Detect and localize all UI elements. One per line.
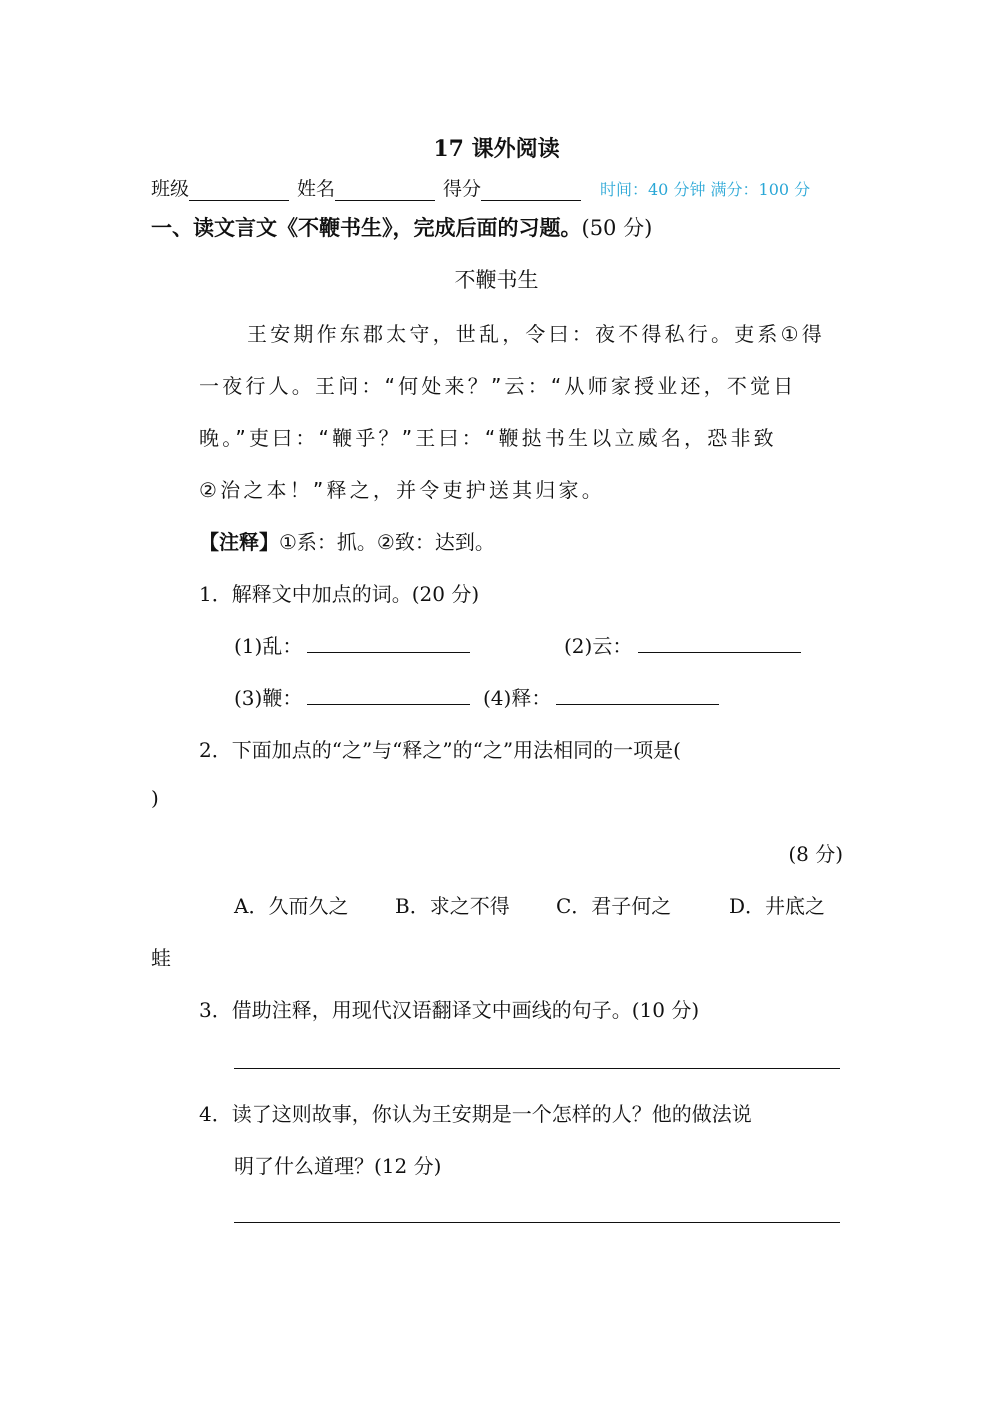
q2-option-d[interactable]: D．井底之	[729, 894, 826, 918]
question-3: 3．借助注释，用现代汉语翻译文中画线的句子。(10 分)	[199, 998, 700, 1022]
question-2: 2．下面加点的“之”与“释之”的“之”用法相同的一项是(	[199, 738, 681, 762]
q2-option-c[interactable]: C．君子何之	[556, 894, 672, 918]
class-blank[interactable]	[189, 178, 289, 201]
score-blank[interactable]	[481, 178, 581, 201]
section-score: (50 分)	[581, 216, 653, 240]
time-info: 时间：40 分钟 满分：100 分	[600, 180, 811, 199]
name-blank[interactable]	[335, 178, 435, 201]
passage-line: 一夜行人。王问：“何处来？”云：“从师家授业还，不觉日	[199, 374, 797, 398]
question-4-line-1: 4．读了这则故事，你认为王安期是一个怎样的人？他的做法说	[199, 1102, 752, 1126]
q2-score: (8 分)	[788, 842, 843, 866]
passage-line: 王安期作东郡太守，世乱，令曰：夜不得私行。吏系①得	[247, 322, 825, 346]
q2-answer-close: )	[151, 786, 159, 810]
q2-option-b[interactable]: B．求之不得	[395, 894, 510, 918]
section-heading-text: 一、读文言文《不鞭书生》，完成后面的习题。	[151, 215, 582, 240]
annotation-label: 【注释】	[199, 530, 279, 554]
q1-item-4-blank[interactable]	[556, 704, 719, 705]
section-heading	[151, 212, 652, 242]
q1-item-2-label: (2)云：	[564, 634, 633, 658]
q3-answer-line[interactable]	[234, 1068, 840, 1069]
q2-option-a[interactable]: A．久而久之	[234, 894, 349, 918]
page-title: 17 课外阅读	[433, 136, 560, 162]
score-field	[443, 174, 581, 201]
class-label: 班级	[151, 178, 190, 200]
annotation	[199, 526, 495, 555]
question-1: 1．解释文中加点的词。(20 分)	[199, 582, 480, 606]
q1-item-2-blank[interactable]	[638, 652, 801, 653]
question-4-line-2: 明了什么道理？(12 分)	[234, 1154, 442, 1178]
q4-answer-line[interactable]	[234, 1222, 840, 1223]
q1-item-4-label: (4)释：	[483, 686, 552, 710]
name-field	[297, 174, 435, 201]
class-field	[151, 174, 289, 201]
q1-item-3-label: (3)鞭：	[234, 686, 303, 710]
q1-item-1-blank[interactable]	[307, 652, 470, 653]
name-label: 姓名	[297, 178, 336, 200]
q1-item-3-blank[interactable]	[307, 704, 470, 705]
q1-item-1-label: (1)乱：	[234, 634, 303, 658]
q2-option-d-continued: 蛙	[151, 946, 171, 970]
annotation-text: ①系：抓。②致：达到。	[279, 530, 495, 554]
passage-title: 不鞭书生	[454, 268, 539, 292]
passage-line: ②治之本！”释之，并令吏护送其归家。	[199, 478, 605, 502]
passage-line: 晚。”吏曰：“鞭乎？”王曰：“鞭挞书生以立威名，恐非致	[199, 426, 777, 450]
score-label: 得分	[443, 178, 482, 200]
